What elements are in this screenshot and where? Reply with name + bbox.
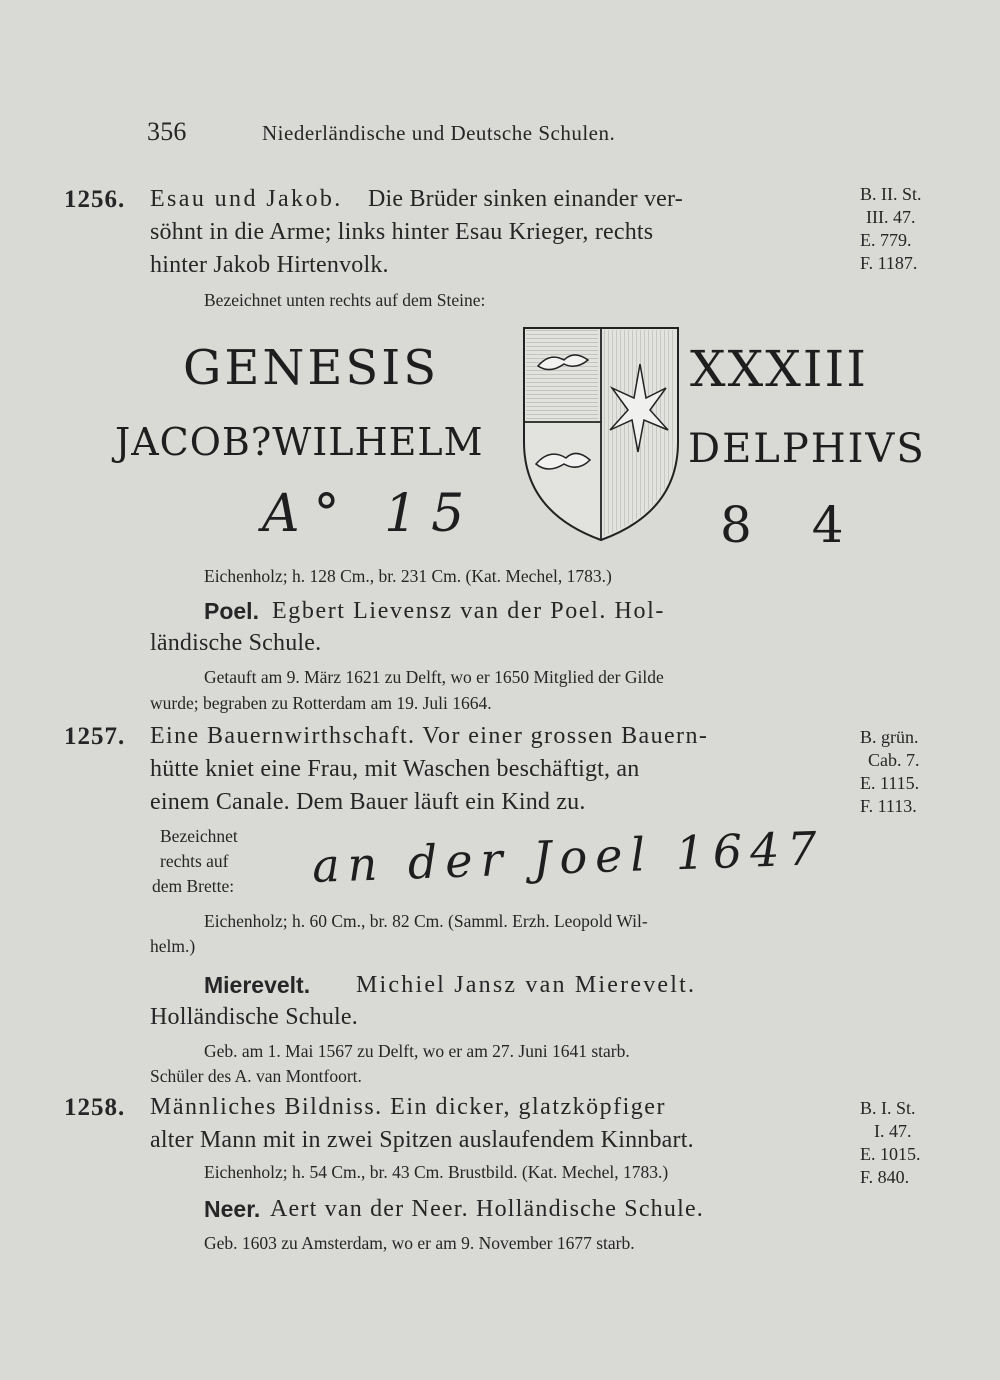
artist-short-neer: Neer.: [204, 1196, 261, 1222]
artist-bio-mierevelt-line2: Schüler des A. van Montfoort.: [150, 1066, 362, 1086]
dimensions-1257-line2: helm.): [150, 936, 196, 956]
artist-full-poel-line2: ländische Schule.: [150, 630, 322, 656]
entry-number-1257: 1257.: [64, 723, 126, 750]
refs-1257: [860, 726, 920, 818]
sig-label-1257-line2: rechts auf: [160, 851, 229, 871]
artist-full-mierevelt-line2: Holländische Schule.: [150, 1004, 358, 1030]
artist-full-mierevelt-line1: Michiel Jansz van Mierevelt.: [356, 972, 697, 998]
entry-number-1258: 1258.: [64, 1094, 126, 1121]
ref-line: F. 1187.: [860, 253, 918, 273]
ref-line: B. I. St.: [860, 1098, 916, 1118]
ref-line: F. 840.: [860, 1167, 910, 1187]
refs-1258: [860, 1097, 921, 1189]
sig-label-1257-line3: dem Brette:: [152, 876, 235, 896]
ref-line: E. 779.: [860, 230, 912, 250]
painter-signature-1257: an der Joel 1647: [311, 821, 826, 893]
entry-text-1258-line2: alter Mann mit in zwei Spitzen auslaufendem Kinnbart.: [150, 1127, 694, 1153]
dimensions-1258: Eichenholz; h. 54 Cm., br. 43 Cm. Brustbild. (Kat. Mechel, 1783.): [204, 1162, 669, 1182]
entry-text-1257-line2: hütte kniet eine Frau, mit Waschen beschäftigt, an: [150, 756, 640, 782]
inscription-year: 8 4: [720, 496, 866, 554]
dimensions-1257-line1: Eichenholz; h. 60 Cm., br. 82 Cm. (Samml. Erzh. Leopold Wil-: [204, 911, 648, 931]
signature-note-1256: Bezeichnet unten rechts auf dem Steine:: [204, 290, 486, 310]
entry-text-1256-line1: Die Brüder sinken einander ver-: [368, 186, 683, 212]
ref-line: III. 47.: [866, 207, 916, 227]
artist-short-poel: Poel.: [204, 598, 259, 624]
ref-line: E. 1015.: [860, 1144, 921, 1164]
inscription-anno: A° 15: [262, 484, 479, 544]
artist-bio-poel-line1: Getauft am 9. März 1621 zu Delft, wo er 1650 Mitglied der Gilde: [204, 667, 664, 687]
entry-number-1256: 1256.: [64, 186, 126, 213]
artist-full-poel-line1: Egbert Lievensz van der Poel. Hol-: [272, 598, 665, 624]
entry-text-1257-line3: einem Canale. Dem Bauer läuft ein Kind zu.: [150, 789, 586, 815]
entry-text-1256-line2: söhnt in die Arme; links hinter Esau Krieger, rechts: [150, 219, 654, 245]
artist-bio-poel-line2: wurde; begraben zu Rotterdam am 19. Juli 1664.: [150, 693, 492, 713]
sig-label-1257-line1: Bezeichnet: [160, 826, 238, 846]
artist-bio-neer-line1: Geb. 1603 zu Amsterdam, wo er am 9. November 1677 starb.: [204, 1233, 635, 1253]
coat-of-arms-shield-icon: [516, 322, 686, 547]
ref-line: I. 47.: [874, 1121, 912, 1141]
ref-line: B. II. St.: [860, 184, 922, 204]
ref-line: B. grün.: [860, 727, 919, 747]
entry-title-1256: Esau und Jakob.: [150, 186, 343, 212]
entry-text-1256-line3: hinter Jakob Hirtenvolk.: [150, 252, 389, 278]
ref-line: Cab. 7.: [868, 750, 920, 770]
refs-1256: [860, 183, 922, 275]
ref-line: E. 1115.: [860, 773, 920, 793]
entry-text-1258-line1: Männliches Bildniss. Ein dicker, glatzköpfiger: [150, 1094, 666, 1120]
artist-full-neer-line1: Aert van der Neer. Holländische Schule.: [270, 1196, 704, 1222]
inscription-jacob-wilhelm: JACOB?WILHELM: [115, 420, 484, 464]
inscription-delphius: DELPHIVS: [688, 426, 926, 472]
entry-text-1257-line1: Eine Bauernwirthschaft. Vor einer grossen Bauern-: [150, 723, 709, 749]
inscription-chapter: XXXIII: [690, 340, 869, 398]
running-title: Niederländische und Deutsche Schulen.: [262, 121, 616, 145]
ref-line: F. 1113.: [860, 796, 917, 816]
page-number: 356: [147, 117, 187, 146]
artist-short-mierevelt: Mierevelt.: [204, 972, 311, 998]
dimensions-1256: Eichenholz; h. 128 Cm., br. 231 Cm. (Kat. Mechel, 1783.): [204, 566, 612, 586]
inscription-genesis: GENESIS: [183, 340, 440, 396]
artist-bio-mierevelt-line1: Geb. am 1. Mai 1567 zu Delft, wo er am 27. Juni 1641 starb.: [204, 1041, 630, 1061]
